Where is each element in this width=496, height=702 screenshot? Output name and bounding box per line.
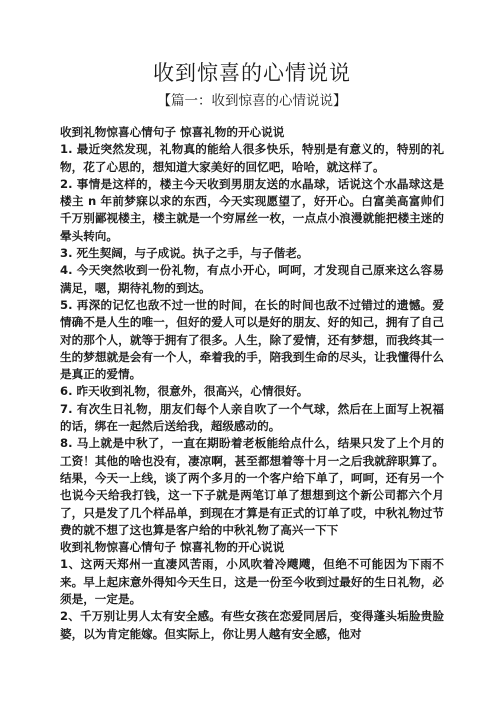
document-body bbox=[60, 124, 444, 643]
list-item: 3. 死生契阔，与子成说。执子之手，与子偕老。 bbox=[60, 246, 309, 261]
list-item: 8. 马上就是中秋了，一直在期盼着老板能给点什么，结果只发了上个月的工资！其他的啥也没有，凄凉啊，甚至都想着等十月一之后我就辞职算了。结果，今天一上线，谈了两个多月的一个客户给下单了，呵呵，还有另一个也说今天给我打钱，这一下子就是两笔订单了想想到这个新公司都六个月了，只是发了几个样品单，到现在才算是有正式的订单了哎，中秋礼物过节费的就不想了这也算是客户给的中秋礼物了高兴一下下 bbox=[60, 436, 444, 537]
list-item: 6. 昨天收到礼物，很意外，很高兴，心情很好。 bbox=[60, 384, 309, 399]
list-item: 4. 今天突然收到一份礼物，有点小开心，呵呵，才发现自己原来这么容易满足，嗯，期待礼物的到达。 bbox=[60, 263, 444, 295]
document-subtitle: 【篇一：收到惊喜的心情说说】 bbox=[157, 93, 347, 109]
document-title: 收到惊喜的心情说说 bbox=[153, 61, 351, 85]
section-heading: 收到礼物惊喜心情句子 惊喜礼物的开心说说 bbox=[60, 125, 285, 139]
list-item: 1. 最近突然发现，礼物真的能给人很多快乐，特别是有意义的，特别的礼物，花了心思的，想知道大家美好的回忆吧，哈哈，就这样了。 bbox=[60, 142, 444, 174]
section-heading: 收到礼物惊喜心情句子 惊喜礼物的开心说说 bbox=[60, 540, 285, 555]
list-item: 1、这两天郑州一直凄风苦雨，小风吹着冷飕飕，但绝不可能因为下雨不来。早上起床意外得知今天生日，这是一份至今收到过最好的生日礼物，必须是，一定是。 bbox=[60, 557, 444, 607]
list-item: 2. 事情是这样的，楼主今天收到男朋友送的水晶球，话说这个水晶球这是楼主 n 年前梦寐以求的东西，今天实现愿望了，好开心。白富美高富帅们千万别鄙视楼主，楼主就是一个穷屌丝一枚，一点点小浪漫就能把楼主迷的晕头转向。 bbox=[60, 176, 444, 243]
list-item: 5. 再深的记忆也敌不过一世的时间，在长的时间也敌不过错过的遗憾。爱情确不是人生的唯一，但好的爱人可以是好的朋友、好的知己，拥有了自己对的那个人，就等于拥有了很多。人生，除了爱情，还有梦想，而我终其一生的梦想就是会有一个人，牵着我的手，陪我到生命的尽头，让我懂得什么是真正的爱情。 bbox=[60, 297, 444, 382]
list-item: 7. 有次生日礼物，朋友们每个人亲自吹了一个气球，然后在上面写上祝福的话，绑在一起然后送给我，超级感动的。 bbox=[60, 401, 444, 434]
list-item: 2、千万别让男人太有安全感。有些女孩在恋爱同居后，变得蓬头垢脸贵脸婆，以为肯定能嫁。但实际上，你让男人越有安全感，他对 bbox=[60, 609, 444, 641]
